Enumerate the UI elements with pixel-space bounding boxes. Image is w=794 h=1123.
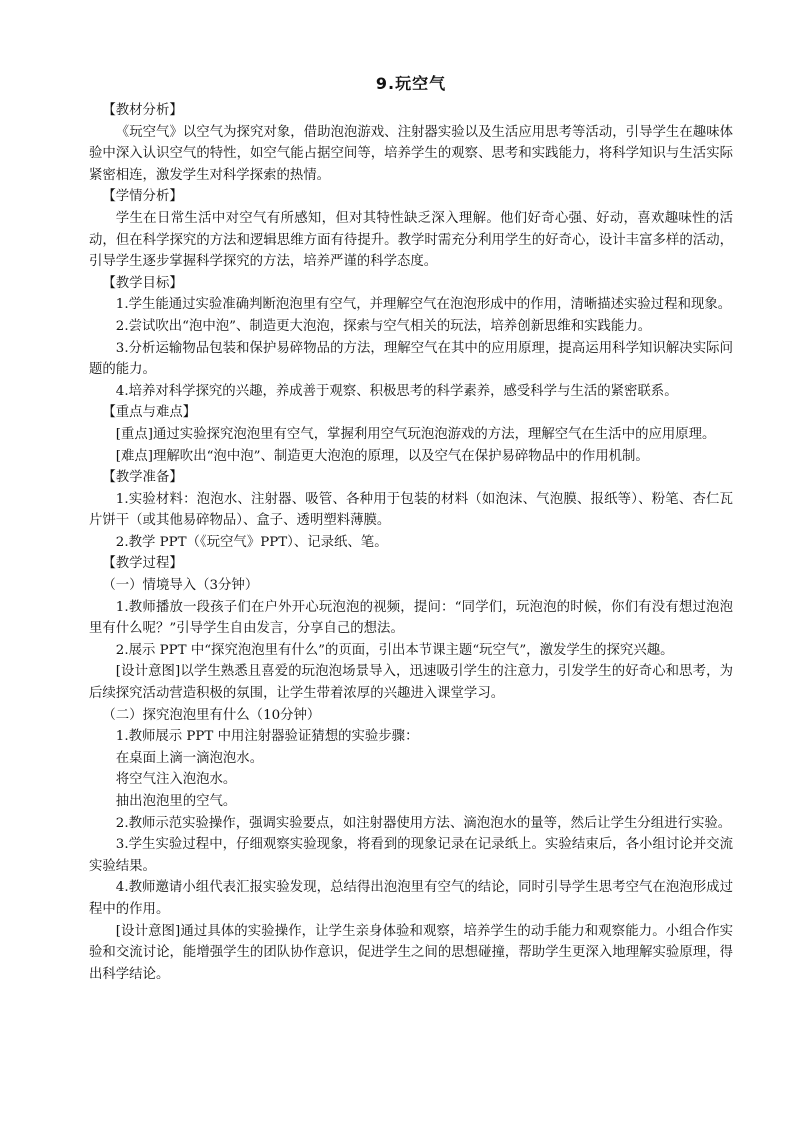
difficult-point: [难点]理解吹出“泡中泡”、制造更大泡泡的原理，以及空气在保护易碎物品中的作用机制。 — [115, 448, 649, 464]
document-title: 9.玩空气 — [375, 74, 447, 93]
document-page — [89, 72, 733, 985]
experiment-step: 抽出泡泡里的空气。 — [115, 794, 237, 809]
subsection-heading: （一）情境导入（3分钟） — [102, 578, 259, 594]
section-heading-material-analysis: 【教材分析】 — [102, 103, 183, 118]
preparation-item: 1.实验材料：泡泡水、注射器、吸管、各种用于包装的材料（如泡沫、气泡膜、报纸等）、粉笔、杏仁瓦片饼干（或其他易碎物品）、盒子、透明塑料薄膜。 — [89, 491, 733, 529]
section-heading-student-analysis: 【学情分析】 — [102, 189, 183, 205]
goal-item: 1.学生能通过实验准确判断泡泡里有空气，并理解空气在泡泡形成中的作用，清晰描述实验过程和现象。 — [115, 297, 732, 313]
goal-item: 2.尝试吹出“泡中泡”、制造更大泡泡，探索与空气相关的玩法，培养创新思维和实践能力。 — [115, 318, 652, 334]
subsection-heading: （二）探究泡泡里有什么（10分钟） — [102, 707, 321, 723]
paragraph: 2.教师示范实验操作，强调实验要点，如注射器使用方法、滴泡泡水的量等，然后让学生分组进行实验。 — [115, 815, 732, 831]
paragraph: 学生在日常生活中对空气有所感知，但对其特性缺乏深入理解。他们好奇心强、好动，喜欢趣味性的活动，但在科学探究的方法和逻辑思维方面有待提升。教学时需充分利用学生的好奇心，设计丰富多样的活动，引导学生逐步掌握科学探究的方法，培养严谨的科学态度。 — [89, 210, 733, 270]
experiment-step: 在桌面上滴一滴泡泡水。 — [115, 750, 264, 766]
paragraph: 1.教师展示 PPT 中用注射器验证猜想的实验步骤： — [115, 729, 419, 745]
design-intent: [设计意图]以学生熟悉且喜爱的玩泡泡场景导入，迅速吸引学生的注意力，引发学生的好奇心和思考，为后续探究活动营造积极的氛围，让学生带着浓厚的兴趣进入课堂学习。 — [89, 664, 733, 702]
paragraph: 4.教师邀请小组代表汇报实验发现，总结得出泡泡里有空气的结论，同时引导学生思考空气在泡泡形成过程中的作用。 — [89, 880, 733, 917]
experiment-step: 将空气注入泡泡水。 — [115, 772, 237, 788]
paragraph: 2.展示 PPT 中“探究泡泡里有什么”的页面，引出本节课主题“玩空气”，激发学生的探究兴趣。 — [115, 642, 674, 658]
paragraph: 1.教师播放一段孩子们在户外开心玩泡泡的视频，提问：“同学们，玩泡泡的时候，你们有没有想过泡泡里有什么呢？”引导学生自由发言，分享自己的想法。 — [89, 599, 733, 637]
key-point: [重点]通过实验探究泡泡里有空气，掌握利用空气玩泡泡游戏的方法，理解空气在生活中的应用原理。 — [115, 426, 716, 442]
design-intent: [设计意图]通过具体的实验操作，让学生亲身体验和观察，培养学生的动手能力和观察能力。小组合作实验和交流讨论，能增强学生的团队协作意识，促进学生之间的思想碰撞，帮助学生更深入地理解实验原理，得出科学结论。 — [89, 923, 733, 982]
section-heading-key-difficult-points: 【重点与难点】 — [102, 405, 197, 421]
goal-item: 3.分析运输物品包装和保护易碎物品的方法，理解空气在其中的应用原理，提高运用科学知识解决实际问题的能力。 — [89, 340, 733, 378]
section-heading-preparation: 【教学准备】 — [102, 470, 183, 486]
preparation-item: 2.教学 PPT（《玩空气》PPT）、记录纸、笔。 — [115, 534, 388, 550]
paragraph: 3.学生实验过程中，仔细观察实验现象，将看到的现象记录在记录纸上。实验结束后，各小组讨论并交流实验结果。 — [89, 837, 733, 874]
section-heading-teaching-goals: 【教学目标】 — [102, 275, 183, 291]
goal-item: 4.培养对科学探究的兴趣，养成善于观察、积极思考的科学素养，感受科学与生活的紧密联系。 — [115, 383, 678, 399]
section-heading-teaching-process: 【教学过程】 — [102, 556, 183, 572]
paragraph: 《玩空气》以空气为探究对象，借助泡泡游戏、注射器实验以及生活应用思考等活动，引导学生在趣味体验中深入认识空气的特性，如空气能占据空间等，培养学生的观察、思考和实践能力，将科学知识与生活实际紧密相连，激发学生对科学探索的热情。 — [89, 124, 733, 183]
